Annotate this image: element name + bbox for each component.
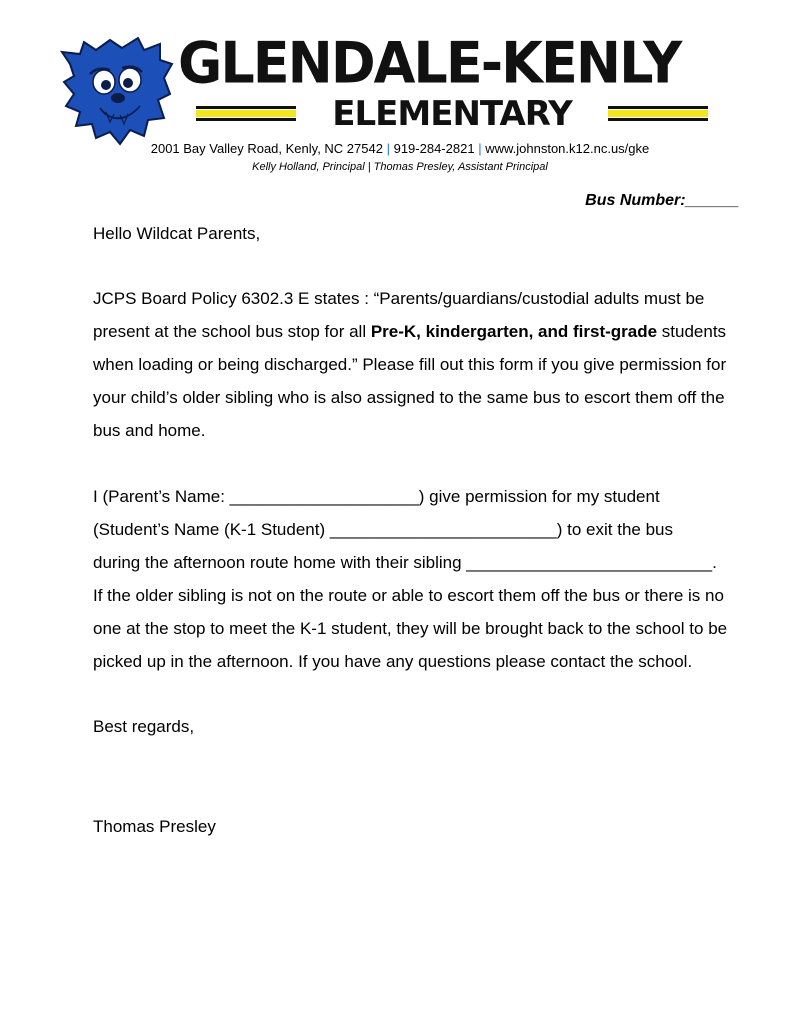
school-subtitle: ELEMENTARY xyxy=(332,94,572,134)
paragraph-line: your child’s older sibling who is also assigned to the same bus to escort them off the xyxy=(93,388,725,407)
paragraph-line: when loading or being discharged.” Please fill out this form if you give permission for xyxy=(93,355,727,374)
parent-name-line: I (Parent’s Name: ____________________) give permission for my student xyxy=(93,487,660,506)
grade-levels-emphasis: Pre-K, kindergarten, and first-grade xyxy=(370,322,658,341)
sibling-name-line: during the afternoon route home with their sibling __________________________. xyxy=(93,553,717,572)
greeting: Hello Wildcat Parents, xyxy=(93,224,261,243)
separator: | xyxy=(386,141,390,156)
school-address: 2001 Bay Valley Road, Kenly, NC 27542 xyxy=(150,141,383,156)
paragraph-line: bus and home. xyxy=(93,421,206,440)
school-phone: 919-284-2821 xyxy=(393,141,475,156)
paragraph-line: present at the school bus stop for all Pre-K, kindergarten, and first-grade students xyxy=(93,322,727,341)
policy-paragraph xyxy=(93,282,773,447)
separator: | xyxy=(478,141,482,156)
decorative-stripe-right xyxy=(608,106,708,122)
decorative-stripe-left xyxy=(196,106,296,122)
paragraph-line: one at the stop to meet the K-1 student, they will be brought back to the school to be xyxy=(93,619,728,638)
paragraph-line: If the older sibling is not on the route or able to escort them off the bus or there is no xyxy=(93,586,724,605)
contact-line xyxy=(80,140,720,158)
principal-name: Kelly Holland, Principal xyxy=(252,161,365,173)
signer-name: Thomas Presley xyxy=(93,817,216,836)
school-website: www.johnston.k12.nc.us/gke xyxy=(485,141,650,156)
paragraph-line: JCPS Board Policy 6302.3 E states : “Parents/guardians/custodial adults must be xyxy=(93,289,705,308)
school-name: GLENDALE-KENLY xyxy=(178,29,681,97)
student-name-line: (Student’s Name (K-1 Student) ________________________) to exit the bus xyxy=(93,520,673,539)
separator: | xyxy=(367,161,371,173)
bus-number-field: Bus Number:______ xyxy=(585,192,739,209)
permission-paragraph xyxy=(93,480,773,678)
wildcat-mascot-icon xyxy=(60,34,178,146)
paragraph-line: picked up in the afternoon. If you have any questions please contact the school. xyxy=(93,652,693,671)
closing: Best regards, xyxy=(93,717,195,736)
staff-line xyxy=(80,159,720,175)
school-subtitle-row xyxy=(196,96,708,136)
assistant-principal-name: Thomas Presley, Assistant Principal xyxy=(373,161,548,173)
